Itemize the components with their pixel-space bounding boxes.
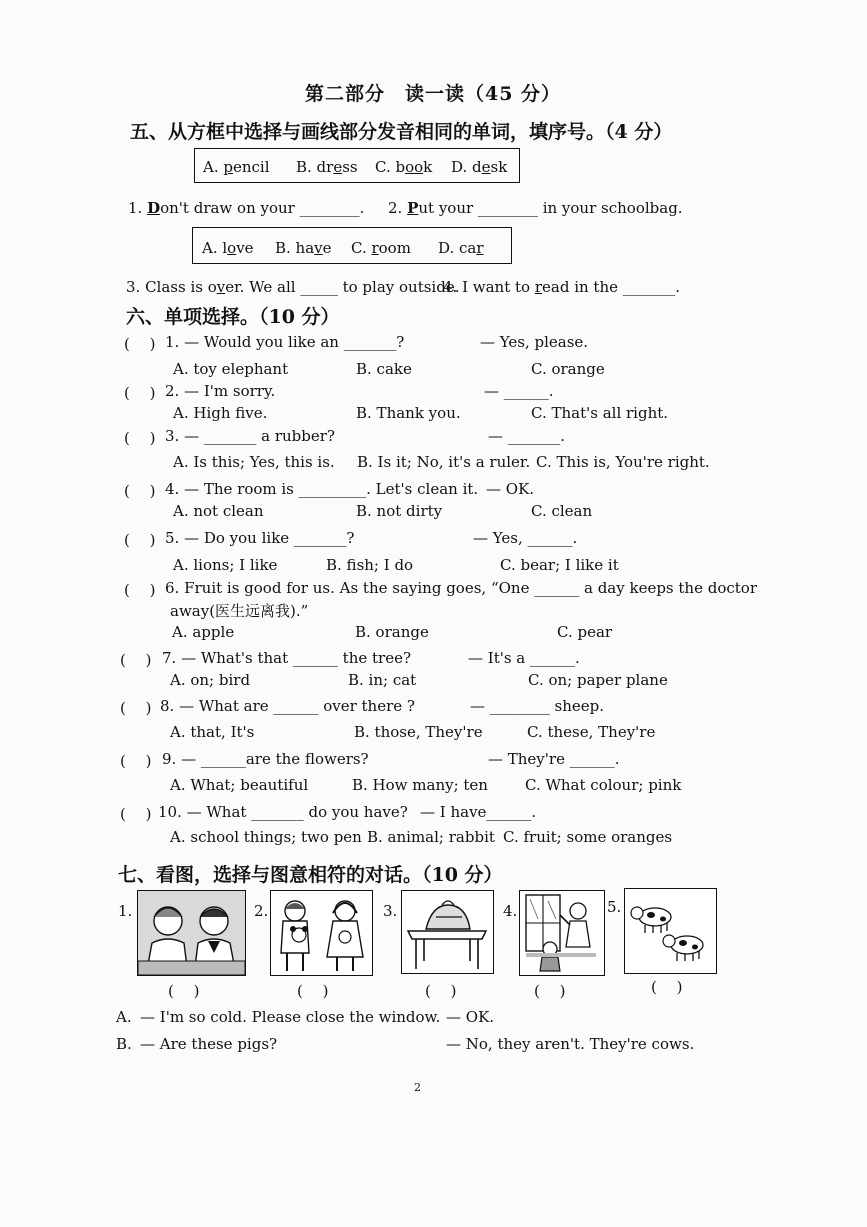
dialog-line: — Are these pigs? [140, 1035, 278, 1053]
option-b: B. Is it; No, it's a ruler. [357, 453, 531, 471]
answer-bracket[interactable]: ( ) [124, 581, 156, 599]
picture-5-cows [624, 888, 717, 974]
option-a: A. on; bird [170, 671, 251, 689]
section-5-heading: 五、从方框中选择与画线部分发音相同的单词，填序号。（4 分） [130, 121, 673, 143]
option-b: B. orange [355, 623, 429, 641]
option-b: B. not dirty [356, 502, 443, 520]
dialog-reply: — OK. [446, 1008, 495, 1026]
word-option: D. desk [451, 158, 508, 176]
option-c: C. these, They're [527, 723, 656, 741]
word-option: D. car [438, 239, 484, 257]
question-stem: 6. Fruit is good for us. As the saying goes, “One ______ a day keeps the doctor [165, 579, 757, 597]
question-stem: 4. — The room is _________. Let's clean it. [165, 480, 479, 498]
picture-3-bag-on-desk [401, 890, 494, 974]
question-5-4: 4. I want to read in the _______. [443, 278, 681, 296]
dialog-line: — I'm so cold. Please close the window. [140, 1008, 441, 1026]
option-b: B. Thank you. [356, 404, 461, 422]
question-reply: — I have______. [420, 803, 537, 821]
question-reply: — ______. [484, 382, 554, 400]
option-c: C. This is, You're right. [536, 453, 710, 471]
question-stem: 5. — Do you like _______? [165, 529, 355, 547]
page-title: 第二部分 读一读（45 分） [305, 83, 562, 105]
option-b: B. cake [356, 360, 412, 378]
picture-number: 2. [254, 902, 269, 920]
picture-answer-blank[interactable]: ( ) [534, 982, 566, 1000]
option-b: B. fish; I do [326, 556, 414, 574]
option-a: A. High five. [173, 404, 268, 422]
picture-4-closing-window [519, 890, 605, 976]
option-c: C. What colour; pink [525, 776, 682, 794]
dialog-reply: — No, they aren't. They're cows. [446, 1035, 695, 1053]
question-stem: 8. — What are ______ over there ? [160, 697, 415, 715]
option-c: C. fruit; some oranges [503, 828, 673, 846]
option-c: C. pear [557, 623, 613, 641]
picture-answer-blank[interactable]: ( ) [651, 978, 683, 996]
question-stem-cont: away(医生远离我).” [170, 602, 309, 620]
question-reply: — Yes, ______. [473, 529, 578, 547]
answer-bracket[interactable]: ( ) [120, 805, 152, 823]
option-c: C. bear; I like it [500, 556, 619, 574]
picture-answer-blank[interactable]: ( ) [297, 982, 329, 1000]
question-reply: — _______. [488, 427, 566, 445]
answer-bracket[interactable]: ( ) [124, 335, 156, 353]
option-a: A. Is this; Yes, this is. [173, 453, 335, 471]
question-reply: — ________ sheep. [470, 697, 605, 715]
answer-bracket[interactable]: ( ) [124, 384, 156, 402]
picture-answer-blank[interactable]: ( ) [168, 982, 200, 1000]
picture-2-children-with-toys [270, 890, 373, 976]
option-a: A. that, It's [170, 723, 255, 741]
word-option: A. pencil [203, 158, 270, 176]
picture-answer-blank[interactable]: ( ) [425, 982, 457, 1000]
dialog-label: B. [116, 1035, 132, 1053]
dialog-label: A. [116, 1008, 132, 1026]
word-option: B. have [275, 239, 332, 257]
word-option: C. room [351, 239, 411, 257]
option-a: A. lions; I like [173, 556, 278, 574]
option-a: A. not clean [173, 502, 264, 520]
question-5-1: 1. Don't draw on your ________. [128, 199, 365, 217]
option-c: C. on; paper plane [528, 671, 668, 689]
answer-bracket[interactable]: ( ) [120, 752, 152, 770]
picture-number: 5. [607, 898, 622, 916]
option-a: A. school things; two pen [170, 828, 362, 846]
picture-number: 4. [503, 902, 518, 920]
picture-number: 3. [383, 902, 398, 920]
word-option: C. book [375, 158, 433, 176]
section-7-heading: 七、看图，选择与图意相符的对话。（10 分） [118, 864, 503, 886]
answer-bracket[interactable]: ( ) [120, 699, 152, 717]
answer-bracket[interactable]: ( ) [124, 482, 156, 500]
question-stem: 3. — _______ a rubber? [165, 427, 335, 445]
option-b: B. in; cat [348, 671, 417, 689]
question-stem: 1. — Would you like an _______? [165, 333, 405, 351]
option-a: A. What; beautiful [170, 776, 309, 794]
answer-bracket[interactable]: ( ) [124, 531, 156, 549]
answer-bracket[interactable]: ( ) [124, 429, 156, 447]
answer-bracket[interactable]: ( ) [120, 651, 152, 669]
word-option: B. dress [296, 158, 358, 176]
option-c: C. orange [531, 360, 605, 378]
option-b: B. How many; ten [352, 776, 488, 794]
word-option: A. love [202, 239, 254, 257]
question-5-3: 3. Class is over. We all _____ to play outside. [126, 278, 460, 296]
question-stem: 10. — What _______ do you have? [158, 803, 408, 821]
section-6-heading: 六、单项选择。（10 分） [126, 306, 340, 328]
question-stem: 2. — I'm sorry. [165, 382, 276, 400]
question-stem: 9. — ______are the flowers? [162, 750, 369, 768]
question-stem: 7. — What's that ______ the tree? [162, 649, 412, 667]
picture-number: 1. [118, 902, 133, 920]
question-reply: — Yes, please. [480, 333, 589, 351]
picture-1-two-boys-eating [137, 890, 246, 976]
question-reply: — They're ______. [488, 750, 620, 768]
option-a: A. toy elephant [173, 360, 289, 378]
question-reply: — It's a ______. [468, 649, 580, 667]
option-c: C. clean [531, 502, 593, 520]
question-reply: — OK. [486, 480, 535, 498]
question-5-2: 2. Put your ________ in your schoolbag. [388, 199, 683, 217]
option-a: A. apple [172, 623, 235, 641]
option-c: C. That's all right. [531, 404, 669, 422]
option-b: B. animal; rabbit [367, 828, 495, 846]
option-b: B. those, They're [354, 723, 483, 741]
page-number: 2 [414, 1081, 421, 1094]
